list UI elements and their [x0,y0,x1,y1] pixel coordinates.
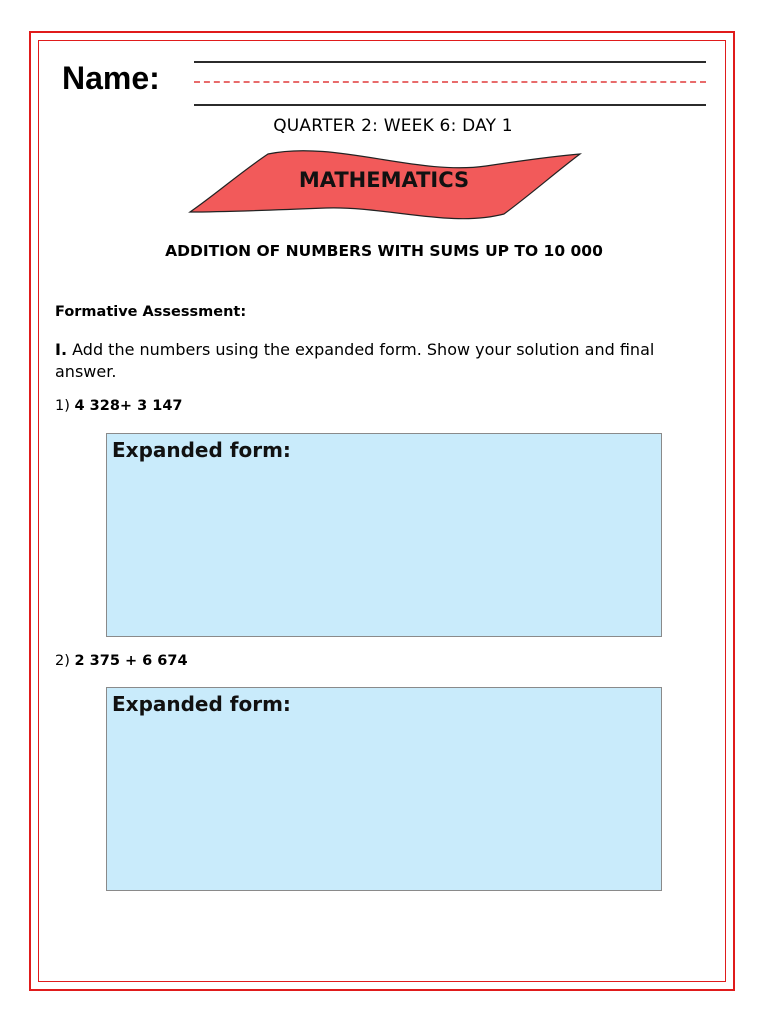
problem-number: 1) [55,398,75,414]
problem-number: 2) [55,653,75,669]
instruction [55,339,705,383]
name-writing-line-top [194,61,706,63]
answer-box-2[interactable] [106,687,662,891]
name-label: Name: [62,60,160,96]
problem-expression: 4 328+ 3 147 [74,398,183,414]
quarter-week-day: QUARTER 2: WEEK 6: DAY 1 [273,116,513,136]
name-writing-line-bottom [194,104,706,106]
problem-expression: 2 375 + 6 674 [74,653,188,669]
problem-2 [55,653,188,669]
lesson-topic: ADDITION OF NUMBERS WITH SUMS UP TO 10 000 [165,242,603,260]
instruction-number: I. [55,340,68,359]
name-writing-line-dashed [194,81,706,83]
answer-box-title: Expanded form: [112,692,291,716]
answer-box-title: Expanded form: [112,438,291,462]
answer-box-1[interactable] [106,433,662,637]
assessment-heading: Formative Assessment: [55,304,247,320]
instruction-text: Add the numbers using the expanded form. Show your solution and final answer. [55,340,655,381]
subject-title: MATHEMATICS [298,168,470,192]
problem-1 [55,398,183,414]
